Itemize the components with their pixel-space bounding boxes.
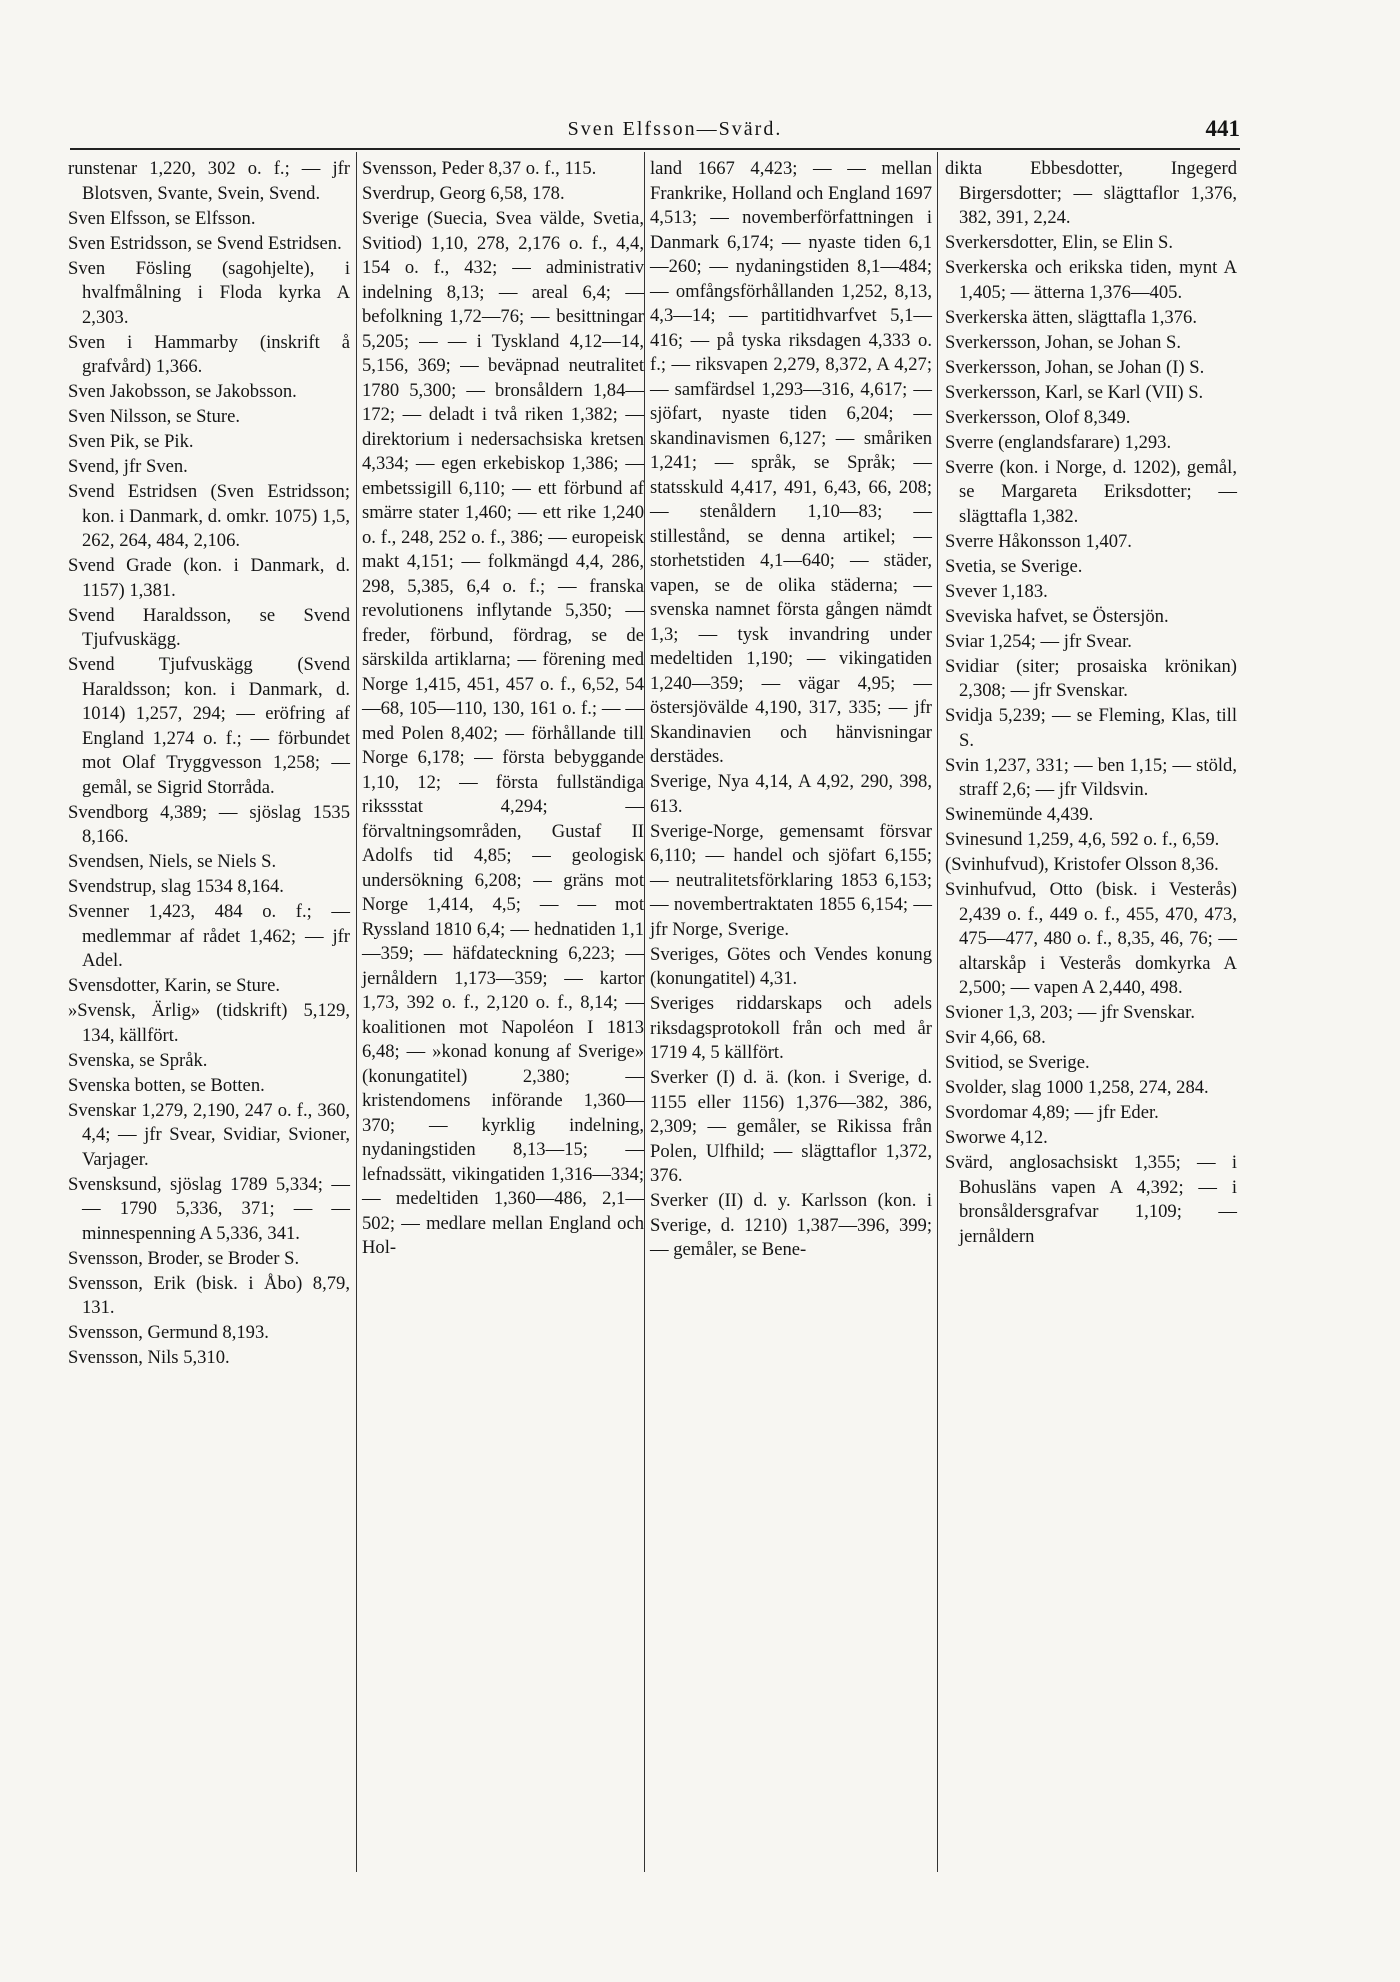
index-entry: Sveriges riddarskaps och adels riksdagsprotokoll från och med år 1719 4, 5 källfört. <box>650 993 932 1063</box>
index-entry: Sven Elfsson, se Elfsson. <box>68 207 256 229</box>
index-entry: »Svensk, Ärlig» (tidskrift) 5,129, 134, källfört. <box>68 1000 350 1046</box>
index-entry: Svordomar 4,89; — jfr Eder. <box>945 1102 1159 1123</box>
index-entry: Sverre Håkonsson 1,407. <box>945 530 1132 552</box>
index-entry: Svensdotter, Karin, se Sture. <box>68 975 281 996</box>
index-entry: Sverker (II) d. y. Karlsson (kon. i Sverige, d. 1210) 1,387—396, 399; — gemåler, se Bene- <box>650 1190 932 1260</box>
index-entry: Svendstrup, slag 1534 8,164. <box>68 876 284 897</box>
index-entry: Svidiar (siter; prosaiska krönikan) 2,308; — jfr Svenskar. <box>945 655 1237 701</box>
index-column-3 <box>650 157 932 1263</box>
index-entry: Sverkersson, Olof 8,349. <box>945 406 1131 428</box>
index-entry: Svenska botten, se Botten. <box>68 1074 265 1096</box>
index-entry: Sverkersson, Karl, se Karl (VII) S. <box>945 381 1204 403</box>
index-entry: Sviar 1,254; — jfr Svear. <box>945 630 1132 652</box>
index-entry: Svärd, anglosachsiskt 1,355; — i Bohusläns vapen A 4,392; — i bronsåldersgrafvar 1,109; — jernåldern <box>945 1152 1237 1247</box>
index-entry: Sverker (I) d. ä. (kon. i Sverige, d. 1155 eller 1156) 1,376—382, 386, 2,309; — gemåler, se Rikissa från Polen, Ulfhild; — slägttaflor 1,372, 376. <box>650 1067 932 1186</box>
index-entry: Sven Pik, se Pik. <box>68 431 194 452</box>
column-divider <box>937 152 938 1872</box>
index-entry: dikta Ebbesdotter, Ingegerd Birgersdotter; — slägttaflor 1,376, 382, 391, 2,24. <box>945 158 1237 228</box>
index-entry: runstenar 1,220, 302 o. f.; — jfr Blotsven, Svante, Svein, Svend. <box>68 158 350 204</box>
index-entry: Sven Estridsson, se Svend Estridsen. <box>68 232 342 254</box>
index-entry: Svendsen, Niels, se Niels S. <box>68 851 277 872</box>
index-entry: Sverkerska ätten, slägttafla 1,376. <box>945 306 1197 328</box>
index-entry: Sverre (kon. i Norge, d. 1202), gemål, se Margareta Eriksdotter; — slägttafla 1,382. <box>945 456 1237 527</box>
index-column-4 <box>945 157 1237 1250</box>
index-entry: Svolder, slag 1000 1,258, 274, 284. <box>945 1077 1209 1098</box>
index-entry: Sven Jakobsson, se Jakobsson. <box>68 381 297 402</box>
index-entry: Svend Haraldsson, se Svend Tjufvuskägg. <box>68 604 350 650</box>
index-entry: Svenska, se Språk. <box>68 1049 208 1071</box>
index-entry: Svensson, Broder, se Broder S. <box>68 1247 300 1269</box>
index-entry: Swinemünde 4,439. <box>945 804 1094 825</box>
index-entry: Sverige, Nya 4,14, A 4,92, 290, 398, 613. <box>650 771 932 817</box>
index-entry: Sverkersson, Johan, se Johan (I) S. <box>945 356 1205 378</box>
index-entry: Svensksund, sjöslag 1789 5,334; — — 1790 5,336, 371; — — minnespenning A 5,336, 341. <box>68 1173 350 1244</box>
index-entry: Svinhufvud, Otto (bisk. i Vesterås) 2,439 o. f., 449 o. f., 455, 470, 473, 475—477, 480 o. f., 8,35, 46, 76; — altarskåp i Vesterås domkyrka A 2,500; — vapen A 2,440, 498. <box>945 879 1237 998</box>
index-entry: Sworwe 4,12. <box>945 1127 1048 1148</box>
index-entry: Svitiod, se Sverige. <box>945 1052 1090 1073</box>
column-divider <box>644 152 645 1872</box>
index-entry: Sverkersdotter, Elin, se Elin S. <box>945 232 1174 253</box>
index-entry: Sveviska hafvet, se Östersjön. <box>945 605 1169 627</box>
index-entry: land 1667 4,423; — — mellan Frankrike, Holland och England 1697 4,513; — novemberförfattningen i Danmark 6,174; — nyaste tiden 6,1—260; — nydaningstiden 8,1—484; — omfångsförhållanden 1,252, 8,13, 4,3—14; — partitidhvarfvet 5,1—416; — på tyska riksdagen 4,333 o. f.; — riksvapen 2,279, 8,372, A 4,27; — samfärdsel 1,293—316, 4,617; — sjöfart, nyaste tiden 6,204; — skandinavismen 6,127; — småriken 1,241; — språk, se Språk; — statsskuld 4,417, 491, 6,43, 66, 208; — stenåldern 1,10—83; — stillestånd, se denna artikel; — storhetstiden 4,1—640; — städer, vapen, se de olika städerna; — svenska namnet första gången nämdt 1,3; — tysk invandring under medeltiden 1,190; — vikingatiden 1,240—359; — vägar 4,95; — östersjövälde 4,190, 317, 335; — jfr Skandinavien och hänvisningar derstädes. <box>650 158 932 767</box>
index-entry: Svensson, Peder 8,37 o. f., 115. <box>362 158 597 179</box>
index-entry: Svend, jfr Sven. <box>68 456 188 477</box>
index-entry: Svinesund 1,259, 4,6, 592 o. f., 6,59. <box>945 829 1220 850</box>
index-entry: Sverige (Suecia, Svea välde, Svetia, Svitiod) 1,10, 278, 2,176 o. f., 4,4, 154 o. f., 432; — administrativ indelning 8,13; — areal 6,4; — befolkning 1,72—76; — besittningar 5,205; — — i Tyskland 4,12—14, 5,156, 369; — beväpnad neutralitet 1780 5,300; — bronsåldern 1,84—172; — deladt i två riken 1,382; — direktorium i nedersachsiska kretsen 4,334; — egen erkebiskop 1,386; — embetssigill 6,110; — ett förbund af smärre stater 1,460; — ett rike 1,240 o. f., 248, 252 o. f., 386; — europeisk makt 4,151; — folkmängd 4,4, 286, 298, 5,385, 6,4 o. f.; — franska revolutionens inflytande 5,350; — freder, förbund, fördrag, se de särskilda artiklarna; — förening med Norge 1,415, 451, 457 o. f., 6,52, 54—68, 105—110, 130, 161 o. f.; — — med Polen 8,402; — förhållande till Norge 6,178; — första bebyggande 1,10, 12; — första fullständiga rikssstat 4,294; — förvaltningsområden, Gustaf II Adolfs tid 4,85; — geologisk undersökning 6,208; — gräns mot Norge 1,414, 4,5; — — mot Ryssland 1810 6,4; — hednatiden 1,1—359; — häfdateckning 6,223; — jernåldern 1,173—359; — kartor 1,73, 392 o. f., 2,120 o. f., 8,14; — koalitionen mot Napoléon I 1813 6,48; — »konad konung af Sverige» (konungatitel) 2,380; — kristendomens införande 1,360—370; — kyrklig indelning, nydaningstiden 8,13—15; — lefnadssätt, vikingatiden 1,316—334; — medeltiden 1,360—486, 2,1—502; — medlare mellan England och Hol- <box>362 208 644 1258</box>
index-entry: Sverdrup, Georg 6,58, 178. <box>362 183 565 204</box>
index-entry: Svend Tjufvuskägg (Svend Haraldsson; kon. i Danmark, d. 1014) 1,257, 294; — eröfring af England 1,274 o. f.; — förbundet mot Olaf Tryggvesson 1,258; — gemål, se Sigrid Storråda. <box>68 654 350 798</box>
index-entry: Sverige-Norge, gemensamt försvar 6,110; — handel och sjöfart 6,155; — neutralitetsförklaring 1853 6,153; — novembertraktaten 1855 6,154; — jfr Norge, Sverige. <box>650 820 932 940</box>
index-column-2 <box>362 157 644 1261</box>
column-divider <box>356 152 357 1872</box>
index-entry: Svin 1,237, 331; — ben 1,15; — stöld, straff 2,6; — jfr Vildsvin. <box>945 754 1237 800</box>
index-entry: Sven Fösling (sagohjelte), i hvalfmålning i Floda kyrka A 2,303. <box>68 257 350 328</box>
index-entry: Svend Estridsen (Sven Estridsson; kon. i Danmark, d. omkr. 1075) 1,5, 262, 264, 484, 2,106. <box>68 481 350 551</box>
index-column-1 <box>68 157 350 1371</box>
index-entry: Svensson, Nils 5,310. <box>68 1347 230 1368</box>
index-entry: Svir 4,66, 68. <box>945 1027 1046 1048</box>
index-entry: Svensson, Germund 8,193. <box>68 1322 269 1343</box>
index-entry: (Svinhufvud), Kristofer Olsson 8,36. <box>945 854 1219 875</box>
index-entry: Svetia, se Sverige. <box>945 555 1083 577</box>
index-entry: Svend Grade (kon. i Danmark, d. 1157) 1,381. <box>68 555 350 601</box>
page-number: 441 <box>1205 116 1240 141</box>
index-entry: Svenner 1,423, 484 o. f.; — medlemmar af rådet 1,462; — jfr Adel. <box>68 901 350 971</box>
index-entry: Sverkersson, Johan, se Johan S. <box>945 331 1182 353</box>
index-entry: Sven Nilsson, se Sture. <box>68 406 240 427</box>
index-entry: Sveriges, Götes och Vendes konung (konungatitel) 4,31. <box>650 943 932 989</box>
index-entry: Svidja 5,239; — se Fleming, Klas, till S. <box>945 705 1237 751</box>
header-rule <box>70 148 1240 150</box>
index-entry: Svenskar 1,279, 2,190, 247 o. f., 360, 4,4; — jfr Svear, Svidiar, Svioner, Varjager. <box>68 1099 350 1170</box>
running-head: Sven Elfsson—Svärd. <box>567 118 783 140</box>
index-entry: Sverkerska och erikska tiden, mynt A 1,405; — ätterna 1,376—405. <box>945 257 1237 303</box>
index-entry: Sverre (englandsfarare) 1,293. <box>945 431 1172 453</box>
index-entry: Sven i Hammarby (inskrift å grafvård) 1,366. <box>68 331 350 377</box>
index-entry: Svever 1,183. <box>945 580 1048 602</box>
index-entry: Svensson, Erik (bisk. i Åbo) 8,79, 131. <box>68 1272 350 1318</box>
index-entry: Svendborg 4,389; — sjöslag 1535 8,166. <box>68 801 350 847</box>
index-entry: Svioner 1,3, 203; — jfr Svenskar. <box>945 1002 1195 1023</box>
